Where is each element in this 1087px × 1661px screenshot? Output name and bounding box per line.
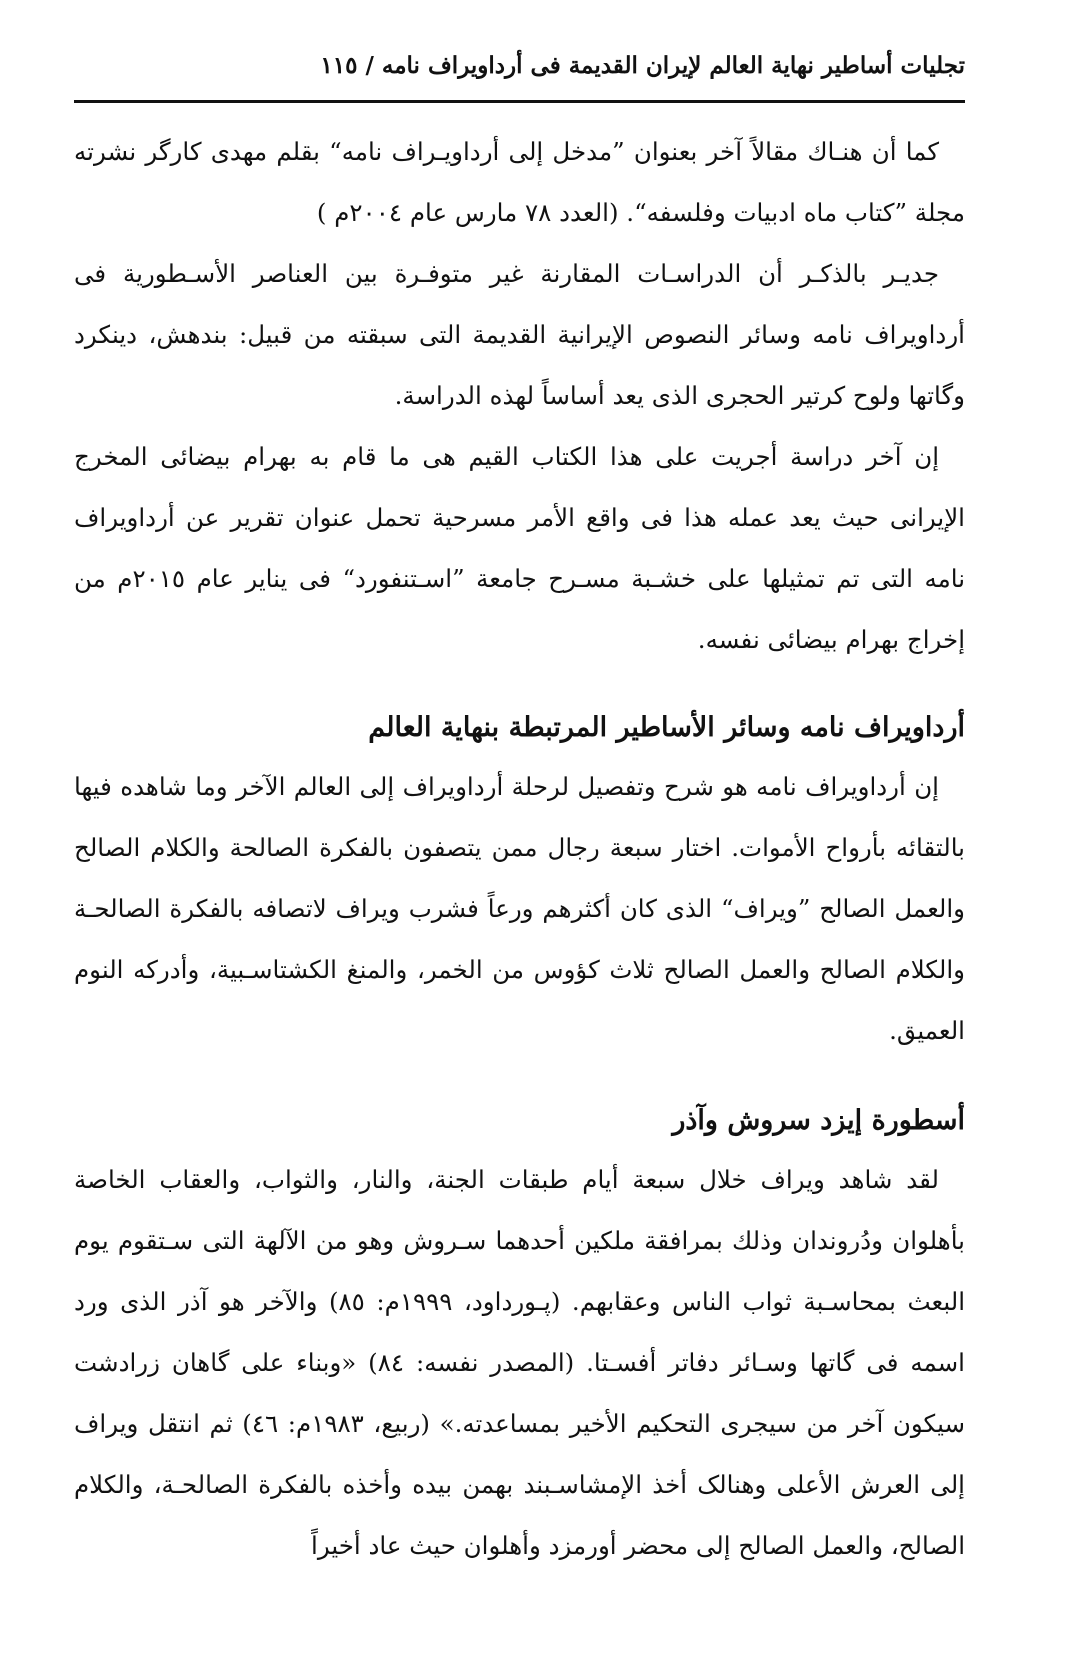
- section-spacer: [74, 670, 965, 700]
- running-title: تجليات أساطير نهاية العالم لإيران القديمة فى أرداويراف نامه / ١١٥: [320, 52, 965, 79]
- section-heading-2: أسطورة إيزد سروش وآذر: [672, 1105, 965, 1136]
- paragraph-section-1: إن أرداويراف نامه هو شرح وتفصيل لرحلة أرداويراف إلى العالم الآخر وما شاهده فيها بالتقائه بأرواح الأموات. اختار سبعة رجال ممن يتصفون بالفكرة الصالحة والكلام الصالح والعمل الصالح ”ويراف“ الذى كان أكثرهم ورعاً فشرب ويراف لاتصافه بالفكرة الصالحـة والكلام الصالح والعمل الصالح ثلاث كؤوس من الخمر، والمنغ الكشتاسـبية، وأدركه النوم العميق.: [74, 772, 965, 1045]
- section-spacer: [74, 1061, 965, 1093]
- running-head: [74, 52, 965, 92]
- section-heading-1: أرداويراف نامه وسائر الأساطير المرتبطة بنهاية العالم: [368, 712, 965, 743]
- paragraph-intro-1: كما أن هنـاك مقالاً آخر بعنوان ”مدخل إلى أرداويـراف نامه“ بقلم مهدى كارگر نشرته مجلة ”كتاب ماه ادبيات وفلسفه“. (العدد ٧٨ مارس عام ٢٠٠٤م ): [74, 137, 965, 227]
- header-rule: [74, 100, 965, 103]
- paragraph-intro-2: جديـر بالذكـر أن الدراسـات المقارنة غير متوفـرة بين العناصر الأسـطورية فى أرداويراف نامه وسائر النصوص الإيرانية القديمة التى سبقته من قبيل: بندهش، دينكرد وگاتها ولوح كرتير الحجرى الذى يعد أساساً لهذه الدراسة.: [74, 259, 965, 410]
- paragraph-section-2: لقد شاهد ويراف خلال سبعة أيام طبقات الجنة، والنار، والثواب، والعقاب الخاصة بأهلوان ودُروندان وذلك بمرافقة ملكين أحدهما سـروش وهو من الآلهة التى سـتقوم يوم البعث بمحاسـبة ثواب الناس وعقابهم. (پـورداود، ١٩٩٩م: ٨٥) والآخر هو آذر الذى ورد اسمه فى گاتها وسـائر دفاتر أفسـتا. (المصدر نفسه: ٨٤) «وبناء على گاهان زرادشت سيكون آخر من سيجرى التحكيم الأخير بمساعدته.» (ربيع، ١٩٨٣م: ٤٦) ثم انتقل ويراف إلى العرش الأعلى وهنالک أخذ الإمشاسـبند بهمن بيده وأخذه بالفكرة الصالحـة، والكلام الصالح، والعمل الصالح إلى محضر أورمزد وأهلوان حيث عاد أخيراً: [74, 1165, 966, 1560]
- paragraph-intro-3: إن آخر دراسة أجريت على هذا الكتاب القيم هى ما قام به بهرام بيضائى المخرج الإيرانى حيث يعد عمله هذا فى واقع الأمر مسرحية تحمل عنوان تقرير عن أرداويراف نامه التى تم تمثيلها على خشـبة مسـرح جامعة ”اسـتنفورد“ فى يناير عام ٢٠١٥م من إخراج بهرام بيضائى نفسه.: [74, 442, 966, 654]
